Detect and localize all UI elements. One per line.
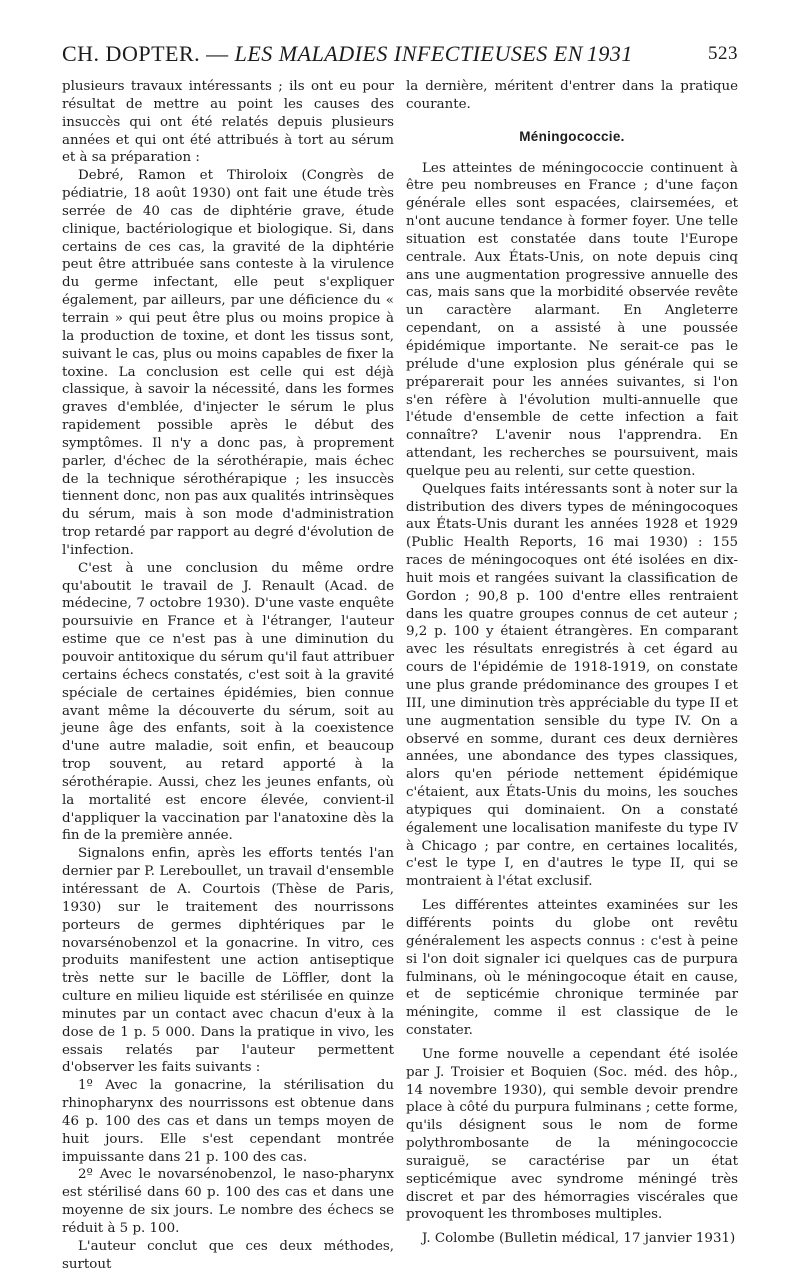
paragraph: C'est à une conclusion du même ordre qu'aboutit le travail de J. Renault (Acad. de médecine, 7 octobre 1930). D'une vaste enquête poursuivie en France et à l'étranger, l'auteur estime que ce n'est pas à une diminution du pouvoir antitoxique du sérum qu'il faut attribuer certains échecs constatés, c'est soit à la gravité spéciale de certaines épidémies, bien connue avant même la découverte du sérum, soit au jeune âge des enfants, soit à la coexistence d'une autre maladie, soit enfin, et beaucoup trop souvent, au retard apporté à la sérothérapie. Aussi, chez les jeunes enfants, où la mortalité est encore élevée, convient-il d'appliquer la vaccination par l'anatoxine dès la fin de la première année. [62,560,394,844]
page-number: 523 [708,43,738,64]
paragraph: L'auteur conclut que ces deux méthodes, surtout [62,1238,394,1272]
left-column [62,78,394,1274]
paragraph: 2º Avec le novarsénobenzol, le naso-pharynx est stérilisé dans 60 p. 100 des cas et dans une moyenne de six jours. Le nombre des échecs se réduit à 5 p. 100. [62,1167,394,1236]
running-header [62,40,738,68]
paragraph: J. Colombe (Bulletin médical, 17 janvier 1931) [422,1231,736,1247]
paragraph: Debré, Ramon et Thiroloix (Congrès de pédiatrie, 18 août 1930) ont fait une étude très serrée de 40 cas de diphtérie grave, étude clinique, bactériologique et biologique. Si, dans certains de ces cas, la gravité de la diphtérie peut être attribuée sans conteste à la virulence du germe infectant, elle peut s'expliquer également, par ailleurs, par une déficience du « terrain » qui peut être plus ou moins propice à la production de toxine, et dont les tissus sont, suivant le cas, plus ou moins capables de fixer la toxine. La conclusion est celle qui est déjà classique, à savoir la nécessité, dans les formes graves d'emblée, d'injecter le sérum le plus rapidement possible après le début des symptômes. Il n'y a donc pas, à proprement parler, d'échec de la sérothérapie, mais échec de la technique sérothérapique ; les insuccès tiennent donc, non pas aux qualités intrinsèques du sérum, mais à son mode d'administration trop retardé par rapport au degré d'évolution de l'infection. [62,168,394,558]
paragraph: la dernière, méritent d'entrer dans la pratique courante. [406,79,738,112]
paragraph: 1º Avec la gonacrine, la stérilisation du rhinopharynx des nourrissons est obtenue dans 46 p. 100 des cas et dans un temps moyen de huit jours. Elle s'est cependant montrée impuissante dans 21 p. 100 des cas. [62,1078,394,1165]
paragraph: Signalons enfin, après les efforts tentés l'an dernier par P. Lereboullet, un travail d'ensemble intéressant de A. Courtois (Thèse de Paris, 1930) sur le traitement des nourrissons porteurs de germes diphtériques par le novarsénobenzol et la gonacrine. In vitro, ces produits manifestent une action antiseptique très nette sur le bacille de Löffler, dont la culture en milieu liquide est stérilisée en quinze minutes par un contact avec chacun d'eux à la dose de 1 p. 5 000. Dans la pratique in vivo, les essais relatés par l'auteur permettent d'observer les faits suivants : [62,846,394,1076]
paragraph: Les atteintes de méningococcie continuent à être peu nombreuses en France ; d'une façon générale elles sont espacées, clairsemées, et n'ont aucune tendance à former foyer. Une telle situation est constatée dans toute l'Europe centrale. Aux États-Unis, on note depuis cinq ans une augmentation progressive annuelle des cas, mais sans que la morbidité observée revête un caractère alarmant. En Angleterre cependant, on a assisté à une poussée épidémique importante. Ne serait-ce pas le prélude d'une explosion plus générale qui se préparerait pour les années suivantes, si l'on s'en réfère à l'évolution multi-annuelle que l'étude d'ensemble de cette infection a fait connaître? L'avenir nous l'apprendra. En attendant, les recherches se poursuivent, mais quelque peu au relenti, sur cette question. [406,160,738,479]
paragraph: Quelques faits intéressants sont à noter sur la distribution des divers types de méningocoques aux États-Unis durant les années 1928 et 1929 (Public Health Reports, 16 mai 1930) : 155 races de méningocoques ont été isolées en dix-huit mois et rangées suivant la classification de Gordon ; 90,8 p. 100 d'entre elles rentraient dans les quatre groupes connus de cet auteur ; 9,2 p. 100 y étaient étrangères. En comparant avec les résultats enregistrés à cet égard au cours de l'épidémie de 1918-1919, on constate une plus grande prédominance des groupes I et III, une diminution très appréciable du type II et une augmentation sensible du type IV. On a observé en somme, durant ces deux dernières années, une abondance des types classiques, alors qu'en période nettement épidémique c'étaient, aux États-Unis du moins, les souches atypiques qui dominaient. On a constaté également une localisation manifeste du type IV à Chicago ; par contre, en certaines localités, c'est le type I, en d'autres le type II, qui se montraient à l'état exclusif. [406,481,738,890]
header-author: CH. DOPTER. — [62,41,229,66]
paragraph: Les différentes atteintes examinées sur les différents points du globe ont revêtu généralement les aspects connus : c'est à peine si l'on doit signaler ici quelques cas de purpura fulminans, où le méningocoque était en cause, et de septicémie chronique terminée par méningite, comme il est classique de le constater. [406,898,738,1039]
header-year: 1931 [586,41,633,66]
right-column [406,78,738,1248]
section-heading: Méningococcie. [519,128,625,144]
paragraph: Une forme nouvelle a cependant été isolée par J. Troisier et Boquien (Soc. méd. des hôp., 14 novembre 1930), qui semble devoir prendre place à côté du purpura fulminans ; cette forme, qu'ils désignent sous le nom de forme polythrombosante de la méningococcie suraiguë, se caractérise par un état septicémique avec syndrome méningé très discret et par des hémorragies viscérales que provoquent les thromboses multiples. [406,1046,738,1223]
header-title: LES MALADIES INFECTIEUSES EN [234,41,583,66]
paragraph: plusieurs travaux intéressants ; ils ont eu pour résultat de mettre au point les causes des insuccès qui ont été relatés depuis plusieurs années et qui ont été attribués à tort au sérum et à sa préparation : [62,79,394,166]
